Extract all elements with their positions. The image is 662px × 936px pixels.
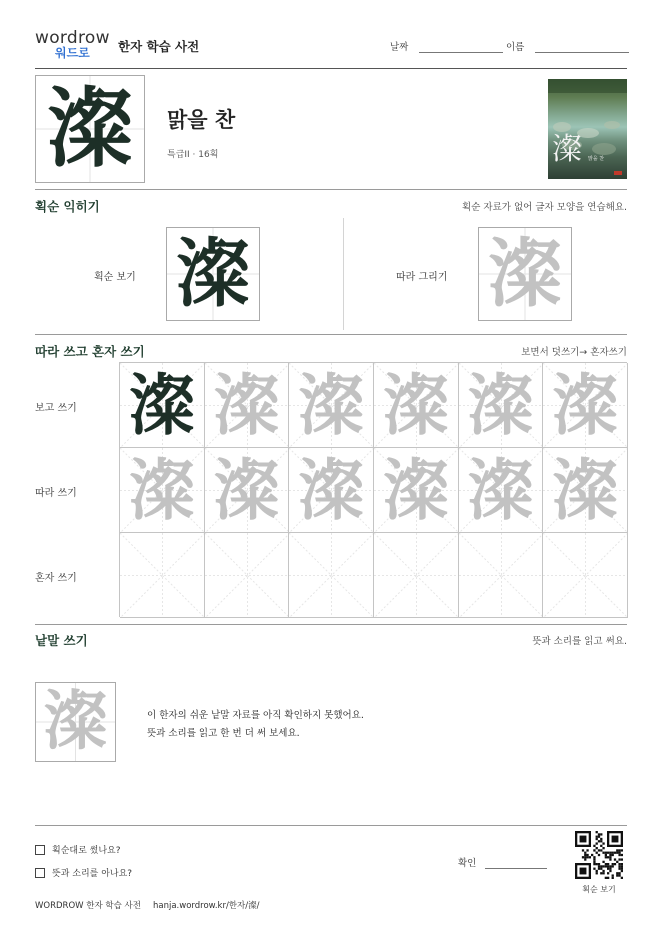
logo[interactable] bbox=[35, 30, 115, 64]
confirm-blank[interactable] bbox=[485, 858, 547, 869]
practice-grid bbox=[119, 362, 627, 617]
stroke-divider bbox=[35, 334, 627, 335]
hero-divider bbox=[35, 189, 627, 190]
logo-wordrow: wordrow bbox=[35, 28, 110, 48]
stroke-section-note: 획순 자료가 없어 글자 모양을 연습해요. bbox=[462, 202, 627, 213]
practice-cell[interactable] bbox=[374, 533, 459, 618]
practice-cell[interactable] bbox=[459, 363, 544, 448]
date-field[interactable] bbox=[390, 39, 503, 53]
practice-hanja: 澯 bbox=[467, 451, 534, 529]
stroke-section-title: 획순 익히기 bbox=[35, 199, 100, 214]
practice-cell[interactable] bbox=[289, 363, 374, 448]
practice-cell[interactable] bbox=[374, 363, 459, 448]
practice-cell[interactable] bbox=[459, 533, 544, 618]
practice-cell[interactable] bbox=[374, 448, 459, 533]
practice-hanja: 澯 bbox=[382, 366, 449, 444]
guide-lines bbox=[289, 533, 374, 618]
practice-cell[interactable] bbox=[205, 448, 290, 533]
header-divider bbox=[35, 68, 627, 69]
hero-hanja: 澯 bbox=[47, 78, 133, 179]
name-blank[interactable] bbox=[535, 42, 629, 53]
name-label: 이름 bbox=[506, 42, 525, 53]
practice-cell[interactable] bbox=[289, 533, 374, 618]
trace-hanja: 澯 bbox=[488, 231, 562, 317]
hero-hanja-box bbox=[35, 75, 145, 183]
confirm-field[interactable] bbox=[458, 855, 547, 869]
checklist-label: 획순대로 썼나요? bbox=[52, 846, 121, 856]
word-section-title: 낱말 쓰기 bbox=[35, 633, 88, 648]
practice-cell[interactable] bbox=[459, 448, 544, 533]
checklist-item[interactable] bbox=[35, 866, 132, 879]
guide-lines bbox=[374, 533, 459, 618]
practice-cell[interactable] bbox=[120, 448, 205, 533]
confirm-label: 확인 bbox=[458, 858, 477, 869]
date-blank[interactable] bbox=[419, 42, 503, 53]
practice-section-note: 보면서 덧쓰기→ 혼자쓰기 bbox=[521, 347, 627, 358]
practice-cell[interactable] bbox=[543, 533, 628, 618]
word-hanja-box bbox=[35, 682, 116, 762]
stroke-view-label: 획순 보기 bbox=[94, 272, 136, 283]
word-message-2: 뜻과 소리를 읽고 한 번 더 써 보세요. bbox=[147, 728, 300, 739]
practice-hanja: 澯 bbox=[552, 366, 619, 444]
guide-lines bbox=[543, 533, 628, 618]
header-title: 한자 학습 사전 bbox=[118, 39, 200, 54]
hanja-meta: 특급II · 16획 bbox=[167, 150, 219, 160]
practice-cell[interactable] bbox=[120, 533, 205, 618]
checklist-item[interactable] bbox=[35, 843, 121, 856]
guide-lines bbox=[120, 533, 205, 618]
practice-cell[interactable] bbox=[289, 448, 374, 533]
row-label-alone: 혼자 쓰기 bbox=[35, 573, 77, 584]
practice-hanja: 澯 bbox=[382, 451, 449, 529]
qr-caption: 획순 보기 bbox=[582, 885, 616, 894]
practice-hanja: 澯 bbox=[213, 451, 280, 529]
practice-cell[interactable] bbox=[543, 363, 628, 448]
practice-hanja: 澯 bbox=[552, 451, 619, 529]
word-section-note: 뜻과 소리를 읽고 써요. bbox=[532, 636, 627, 647]
checkbox[interactable] bbox=[35, 845, 45, 855]
stroke-view-hanja: 澯 bbox=[176, 231, 250, 317]
date-label: 날짜 bbox=[390, 42, 409, 53]
practice-hanja: 澯 bbox=[213, 366, 280, 444]
practice-hanja: 澯 bbox=[298, 451, 365, 529]
practice-divider bbox=[35, 624, 627, 625]
row-label-look: 보고 쓰기 bbox=[35, 403, 77, 414]
practice-hanja: 澯 bbox=[128, 366, 195, 444]
meaning-sound: 맑을 찬 bbox=[167, 108, 236, 132]
trace-label: 따라 그리기 bbox=[396, 272, 448, 283]
row-label-trace: 따라 쓰기 bbox=[35, 488, 77, 499]
name-field[interactable] bbox=[506, 39, 629, 53]
cover-hanja: 澯 bbox=[552, 132, 582, 167]
stroke-view-box[interactable] bbox=[166, 227, 260, 321]
footer-url[interactable]: hanja.wordrow.kr/한자/澯/ bbox=[153, 901, 260, 911]
checkbox[interactable] bbox=[35, 868, 45, 878]
cover-caption: 맑을 찬 bbox=[588, 156, 605, 162]
word-message-1: 이 한자의 쉬운 낱말 자료를 아직 확인하지 못했어요. bbox=[147, 710, 364, 721]
practice-hanja: 澯 bbox=[298, 366, 365, 444]
practice-cell[interactable] bbox=[205, 533, 290, 618]
word-divider bbox=[35, 825, 627, 826]
practice-section-title: 따라 쓰고 혼자 쓰기 bbox=[35, 344, 145, 359]
footer-brand: WORDROW 한자 학습 사전 bbox=[35, 901, 141, 911]
practice-hanja: 澯 bbox=[128, 451, 195, 529]
logo-korean: 워드로 bbox=[55, 46, 90, 60]
practice-cell[interactable] bbox=[205, 363, 290, 448]
stroke-section-vdivider bbox=[343, 218, 344, 330]
practice-cell[interactable] bbox=[120, 363, 205, 448]
guide-lines bbox=[459, 533, 544, 618]
practice-hanja: 澯 bbox=[467, 366, 534, 444]
qr-code-icon[interactable] bbox=[575, 831, 623, 879]
practice-cell[interactable] bbox=[543, 448, 628, 533]
trace-box[interactable] bbox=[478, 227, 572, 321]
checklist-label: 뜻과 소리를 아나요? bbox=[52, 869, 133, 879]
word-hanja: 澯 bbox=[43, 684, 108, 759]
cover-image bbox=[548, 79, 627, 179]
guide-lines bbox=[205, 533, 290, 618]
